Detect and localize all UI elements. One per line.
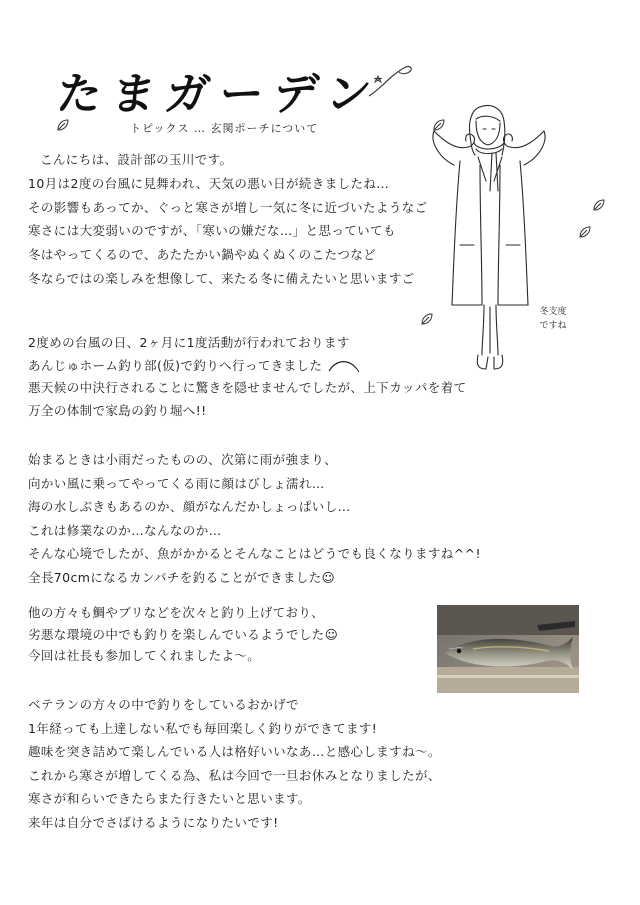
text-line: これから寒さが増してくる為、私は今回で一旦お休みとなりましたが、 [28,767,441,783]
text-line: 趣味を突き詰めて楽しんでいる人は格好いいなあ…と感心しますね～。 [28,744,441,759]
text-line: 2度めの台風の日、2ヶ月に1度活動が行われております [28,335,350,350]
fish-photo [437,605,579,693]
text-line: 来年は自分でさばけるようになりたいです! [28,814,279,830]
text-line: 冬はやってくるので、あたたかい鍋やぬくぬくのこたつなど [28,247,377,263]
text-line: 冬ならではの楽しみを想像して、来たる冬に備えたいと思いますご [28,270,415,286]
decorative-squiggle-top [365,60,415,100]
illustration-caption [535,305,571,333]
woman-illustration [420,95,560,395]
caption-line: 冬支度 [539,307,567,317]
text-line: 他の方々も鯛やブリなどを次々と釣り上げており、 [28,605,325,620]
caption-line: ですね [539,321,567,331]
paragraph-rain [28,448,548,589]
text-line: 10月は2度の台風に見舞われ、天気の悪い日が続きましたね… [28,175,390,191]
text-line: 万全の体制で家島の釣り堀へ!! [28,402,207,418]
fish-photo-drawing [437,605,579,693]
text-line: 寒さが和らいできたらまた行きたいと思います。 [28,791,311,806]
page-title: たまガーデン [53,69,385,120]
text-line: これは修業なのか…なんなのか… [28,522,222,538]
text-line: 寒さには大変弱いのですが、「寒いの嫌だな…」と思っていても [28,223,396,239]
text-line: こんにちは、設計部の玉川です。 [40,152,233,167]
paragraph-closing [28,693,548,834]
text-line: 劣悪な環境の中でも釣りを楽しんでいるようでした☺ [28,626,339,642]
leaf-icon [56,118,70,132]
text-line: その影響もあってか、ぐっと寒さが増し一気に冬に近づいたようなご [28,199,428,215]
text-line: 向かい風に乗ってやってくる雨に顔はびしょ濡れ… [28,475,325,491]
text-fragment: あんじゅホーム釣り部(仮)で釣りへ行ってきました [28,357,323,373]
leaf-icon [578,225,592,239]
text-line: ベテランの方々の中で釣りをしているおかげで [28,697,299,712]
text-line: 始まるときは小雨だったものの、次第に雨が強まり、 [28,452,338,467]
text-line: そんな心境でしたが、魚がかかるとそんなことはどうでも良くなりますね^^! [28,546,481,561]
text-line: 全長70cmになるカンパチを釣ることができました☺ [28,569,336,585]
text-line: 1年経っても上達しない私でも毎回楽しく釣りができてます! [28,720,378,736]
text-line: 今回は社長も参加してくれましたよ～。 [28,648,261,663]
page-subtitle: トピックス … 玄関ポーチについて [130,122,319,135]
leaf-icon [592,198,606,212]
fishing-rod-icon [327,359,361,373]
text-line: 悪天候の中決行されることに驚きを隠せませんでしたが、上下カッパを着て [28,380,467,395]
text-line: 海の水しぶきもあるのか、顔がなんだかしょっぱいし… [28,499,351,514]
